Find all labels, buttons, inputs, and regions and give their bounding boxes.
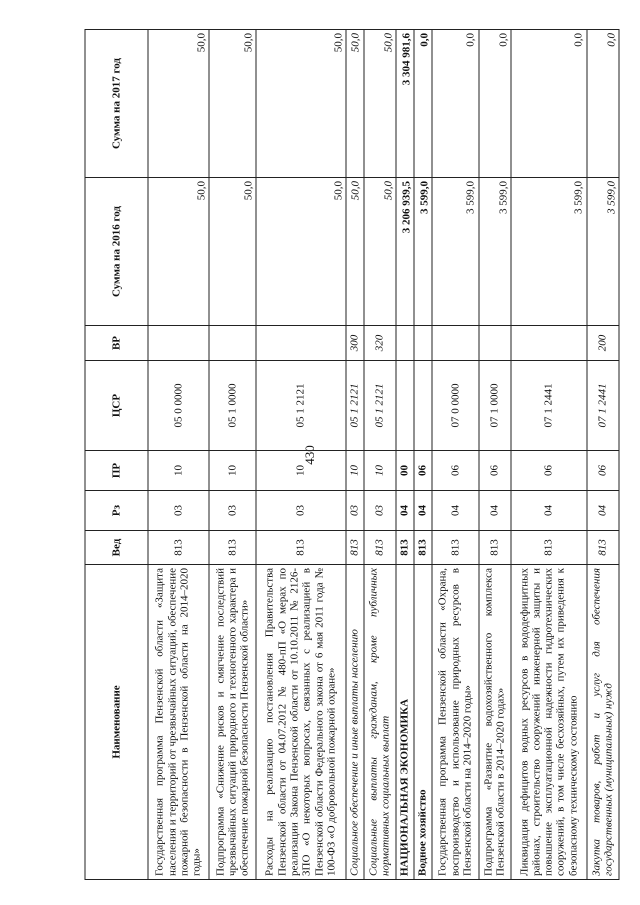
cell-name: Социальное обеспечение и иные выплаты населению	[346, 565, 364, 880]
cell-pr: 10	[256, 451, 346, 491]
cell-pr: 10	[364, 451, 396, 491]
cell-pr: 10	[209, 451, 256, 491]
cell-name: Водное хозяйство	[414, 565, 432, 880]
cell-vr	[209, 326, 256, 361]
header-name: Наименование	[85, 565, 148, 880]
cell-vr: 320	[364, 326, 396, 361]
cell-sum-2017: 0,0	[432, 30, 479, 178]
cell-rz: 04	[396, 491, 414, 531]
cell-ved: 813	[587, 531, 619, 565]
header-csr: ЦСР	[85, 361, 148, 451]
table-row	[432, 30, 479, 880]
cell-name: Подпрограмма «Снижение рисков и смягчение последствий чрезвычайных ситуаций природного и техногенного характера и обеспечение пожарной безопасности Пензенской области»	[209, 565, 256, 880]
cell-csr	[414, 361, 432, 451]
cell-vr	[148, 326, 209, 361]
cell-csr: 05 1 2121	[256, 361, 346, 451]
cell-pr: 06	[479, 451, 511, 491]
cell-csr: 05 1 2121	[346, 361, 364, 451]
table-row	[209, 30, 256, 880]
table-row	[479, 30, 511, 880]
table-row	[256, 30, 346, 880]
table-header-row	[85, 30, 148, 880]
cell-sum-2016: 3 599,0	[414, 178, 432, 326]
cell-csr: 07 1 2441	[511, 361, 587, 451]
cell-sum-2016: 3 599,0	[587, 178, 619, 326]
cell-sum-2017: 0,0	[479, 30, 511, 178]
header-rz: Рз	[85, 491, 148, 531]
cell-vr	[432, 326, 479, 361]
cell-sum-2016: 50,0	[346, 178, 364, 326]
cell-name: НАЦИОНАЛЬНАЯ ЭКОНОМИКА	[396, 565, 414, 880]
cell-vr	[414, 326, 432, 361]
cell-vr: 300	[346, 326, 364, 361]
cell-sum-2017: 0,0	[511, 30, 587, 178]
cell-ved: 813	[256, 531, 346, 565]
header-sum-2016: Сумма на 2016 год	[85, 178, 148, 326]
cell-csr: 07 0 0000	[432, 361, 479, 451]
cell-ved: 813	[148, 531, 209, 565]
cell-csr: 07 1 2441	[587, 361, 619, 451]
cell-pr: 10	[346, 451, 364, 491]
cell-sum-2017: 50,0	[209, 30, 256, 178]
cell-rz: 03	[346, 491, 364, 531]
cell-ved: 813	[479, 531, 511, 565]
cell-ved: 813	[432, 531, 479, 565]
cell-pr: 06	[432, 451, 479, 491]
cell-csr: 05 1 0000	[209, 361, 256, 451]
cell-vr	[479, 326, 511, 361]
cell-pr: 06	[511, 451, 587, 491]
cell-pr: 06	[414, 451, 432, 491]
cell-sum-2017: 50,0	[346, 30, 364, 178]
cell-sum-2017: 50,0	[364, 30, 396, 178]
cell-rz: 04	[479, 491, 511, 531]
cell-csr: 05 1 2121	[364, 361, 396, 451]
cell-name: Закупка товаров, работ и услуг для обеспечения государственных (муниципальных) нужд	[587, 565, 619, 880]
cell-sum-2016: 3 599,0	[432, 178, 479, 326]
cell-vr: 200	[587, 326, 619, 361]
cell-ved: 813	[364, 531, 396, 565]
cell-sum-2016: 3 206 939,5	[396, 178, 414, 326]
cell-sum-2016: 3 599,0	[479, 178, 511, 326]
cell-sum-2017: 50,0	[148, 30, 209, 178]
table-row	[396, 30, 414, 880]
cell-sum-2016: 50,0	[209, 178, 256, 326]
budget-table	[85, 29, 620, 880]
cell-pr: 10	[148, 451, 209, 491]
cell-rz: 04	[511, 491, 587, 531]
cell-name: Социальные выплаты гражданам, кроме публичных нормативных социальных выплат	[364, 565, 396, 880]
cell-csr: 07 1 0000	[479, 361, 511, 451]
header-ved: Вед	[85, 531, 148, 565]
cell-name: Расходы на реализацию постановления Правительства Пензенской области от 04.07.2012 № 480-пП «О мерах по реализации Закона Пензенской области от 10.10.2011 № 2126-ЗПО «О некоторых вопросах, связанных с реализацией в Пензенской области Федерального закона от 6 мая 2011 года № 100-ФЗ «О добровольной пожарной охране»	[256, 565, 346, 880]
cell-rz: 03	[209, 491, 256, 531]
cell-rz: 04	[587, 491, 619, 531]
cell-csr	[396, 361, 414, 451]
cell-sum-2017: 50,0	[256, 30, 346, 178]
cell-pr: 06	[587, 451, 619, 491]
header-sum-2017: Сумма на 2017 год	[85, 30, 148, 178]
cell-name: Государственная программа Пензенской области «Защита населения и территорий от чрезвычайных ситуаций, обеспечение пожарной безопасности в Пензенской области на 2014–2020 годы»	[148, 565, 209, 880]
cell-ved: 813	[414, 531, 432, 565]
table-row	[148, 30, 209, 880]
cell-csr: 05 0 0000	[148, 361, 209, 451]
cell-rz: 03	[148, 491, 209, 531]
cell-sum-2016: 50,0	[256, 178, 346, 326]
cell-vr	[256, 326, 346, 361]
cell-name: Подпрограмма «Развитие водохозяйственного комплекса Пензенской области в 2014–2020 годах»	[479, 565, 511, 880]
cell-sum-2016: 3 599,0	[511, 178, 587, 326]
cell-sum-2016: 50,0	[364, 178, 396, 326]
cell-sum-2016: 50,0	[148, 178, 209, 326]
table-row	[414, 30, 432, 880]
table-row	[511, 30, 587, 880]
cell-ved: 813	[209, 531, 256, 565]
table-row	[587, 30, 619, 880]
cell-sum-2017: 0,0	[414, 30, 432, 178]
header-vr: ВР	[85, 326, 148, 361]
cell-rz: 04	[414, 491, 432, 531]
cell-sum-2017: 3 304 981,6	[396, 30, 414, 178]
cell-name: Ликвидация дефицитов водных ресурсов в вододефицитных районах, строительство сооружений инженерной защиты и повышение эксплуатационной надежности гидротехнических сооружений, в том числе бесхозяйных, путем их приведения к безопасному техническому состоянию	[511, 565, 587, 880]
cell-pr: 00	[396, 451, 414, 491]
cell-sum-2017: 0,0	[587, 30, 619, 178]
cell-ved: 813	[396, 531, 414, 565]
page-number: 430	[302, 445, 317, 465]
header-pr: ПР	[85, 451, 148, 491]
cell-vr	[511, 326, 587, 361]
cell-rz: 04	[432, 491, 479, 531]
table-row	[364, 30, 396, 880]
cell-ved: 813	[511, 531, 587, 565]
cell-rz: 03	[364, 491, 396, 531]
cell-ved: 813	[346, 531, 364, 565]
cell-rz: 03	[256, 491, 346, 531]
table-row	[346, 30, 364, 880]
rotated-table-container	[85, 30, 620, 880]
cell-name: Государственная программа Пензенской области «Охрана, воспроизводство и использование природных ресурсов в Пензенской области на 2014–2020 годы»	[432, 565, 479, 880]
cell-vr	[396, 326, 414, 361]
